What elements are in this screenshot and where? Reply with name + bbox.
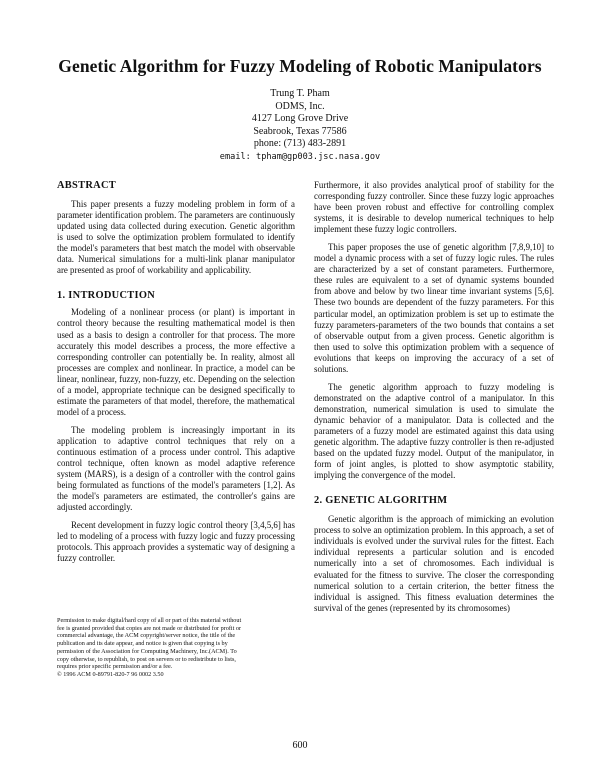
section2-heading: 2. GENETIC ALGORITHM xyxy=(314,495,448,507)
footnote-line: copy otherwise, to republish, to post on servers or to redistribute to lists, xyxy=(57,655,236,663)
author-email: email: tpham@gp003.jsc.nasa.gov xyxy=(219,151,381,162)
footnote-line: fee is granted provided that copies are not made or distributed for profit or xyxy=(57,624,242,632)
right-paragraph-2: This paper proposes the use of genetic algorithm [7,8,9,10] to model a dynamic process with a set of fuzzy logic rules. The rules are characterized by a set of constant parameters. Furthermore, these rules are equivalent to a set of dynamic systems bounded from above and below by two linear time invariant systems [5,6]. These two bounds are dependent of the fuzzy parameters. For this particular model, an optimization problem is set up to estimate the fuzzy parameters-parameters of the two bounds that contains a set of observable output from a given process. Genetic algorithm is then used to solve this optimization problem with a sequence of evolutions that keeps on improving the accuracy of a set of solutions. xyxy=(314,242,554,374)
footnote-line: © 1996 ACM 0-89791-820-7 96 0002 3.50 xyxy=(57,670,164,678)
footnote-line: Permission to make digital/hard copy of all or part of this material without xyxy=(57,617,242,624)
author-city: Seabrook, Texas 77586 xyxy=(253,125,347,137)
author-street: 4127 Long Grove Drive xyxy=(251,113,349,125)
abstract-heading: ABSTRACT xyxy=(57,180,116,191)
author-phone: phone: (713) 483-2891 xyxy=(253,138,347,150)
right-column xyxy=(314,180,554,621)
footnote-line: publication and its date appear, and notice is given that copying is by xyxy=(57,640,228,648)
copyright-footnote xyxy=(57,617,295,679)
right-paragraph-1: Furthermore, it also provides analytical proof of stability for the corresponding fuzzy controller. Since these fuzzy logic approaches have been proven robust and effective for controlling complex systems, it is desirable to develop numerical techniques to help implement these fuzzy logic controllers. xyxy=(314,180,554,235)
page-number: 600 xyxy=(292,740,308,751)
left-column xyxy=(57,180,295,571)
intro-paragraph-2: The modeling problem is increasingly important in its application to adaptive control techniques that rely on a continuous estimation of a process under control. This adaptive control technique, often known as model adaptive reference system (MARS), is a design of a controller with the control gains being formulated as functions of the model's parameters [1,2]. As the model's parameters are estimated, the controller's gains are adjusted accordingly. xyxy=(57,424,295,513)
paper-title: Genetic Algorithm for Fuzzy Modeling of Robotic Manipulators xyxy=(58,56,542,76)
author-block xyxy=(0,88,600,164)
intro-paragraph-1: Modeling of a nonlinear process (or plant) is important in control theory because the resulting mathematical model is then used as a basis to design a controller for that process. The more accurately this model describes a process, the more effective a corresponding controller can potentially be. In reality, almost all processes are complex and nonlinear. In practice, a model can be linear, nonlinear, fuzzy, non-fuzzy, etc. Depending on the selection of a model, appropriate technique can be designed specifically to estimate the parameters of that model, therefore, the mathematical model of a process. xyxy=(57,307,295,417)
footnote-line: permission of the Association for Computing Machinery, Inc.(ACM). To xyxy=(57,647,237,655)
author-org: ODMS, Inc. xyxy=(275,100,325,112)
section2-paragraph: Genetic algorithm is the approach of mimicking an evolution process to solve an optimization problem. In this approach, a set of individuals is evolved under the survival rules for the fittest. Each individual represents a particular solution and is encoded numerically into a set of chromosomes. Each individual is evaluated for the fitness to survive. The closer the corresponding numerical solution to a certain criterion, the better fitness the individual is assigned. This fitness evaluation determines the survival of the genes (represented by its chromosomes) xyxy=(314,514,554,613)
footnote-line: requires prior specific permission and/or a fee. xyxy=(57,663,173,671)
intro-paragraph-3: Recent development in fuzzy logic control theory [3,4,5,6] has led to modeling of a process with fuzzy logic and fuzzy processing protocols. This approach provides a systematic way of designing a fuzzy controller. xyxy=(57,520,295,564)
footnote-line: commercial advantage, the ACM copyright/server notice, the title of the xyxy=(57,632,236,640)
abstract-text: This paper presents a fuzzy modeling problem in form of a parameter identification problem. The parameters are continuously updated using data collected during execution. Genetic algorithm is used to solve the optimization problem formulated to identify the model's parameters that best match the model with observable data. Numerical simulations for a multi-link planar manipulator are presented as proof of workability and applicability. xyxy=(57,199,295,276)
author-name: Trung T. Pham xyxy=(270,88,330,99)
intro-heading: 1. INTRODUCTION xyxy=(57,290,156,302)
right-paragraph-3: The genetic algorithm approach to fuzzy modeling is demonstrated on the adaptive control of a manipulator. In this demonstration, numerical simulation is used to simulate the dynamic behavior of a manipulator. Data is collected and the parameters of a fuzzy model are estimated against this data using genetic algorithm. The adaptive fuzzy controller is then re-adjusted based on the updated fuzzy model. Output of the manipulator, in form of joint angles, is plotted to show asymptotic stability, implying the convergence of the model. xyxy=(314,381,554,481)
